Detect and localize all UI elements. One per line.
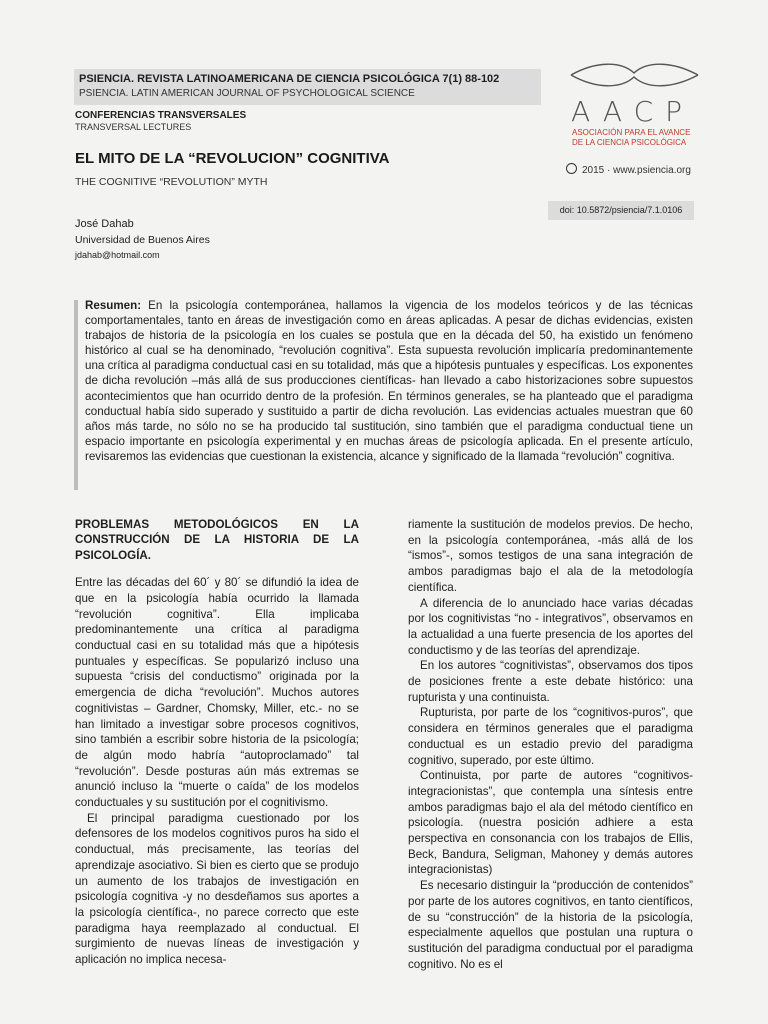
section-heading: PROBLEMAS METODOLÓGICOS EN LA CONSTRUCCIÓN DE LA HISTORIA DE LA PSICOLOGÍA.: [75, 518, 359, 562]
abstract: [85, 298, 693, 464]
copyright-icon: [566, 163, 577, 174]
body-paragraph: A diferencia de lo anunciado hace varias décadas por los cognitivistas “no - integrativos”, observamos en la actualidad a una fuerte presencia de los aportes del conductismo y de las teorías del aprendizaje.: [408, 596, 693, 657]
logo-association-name: [572, 128, 690, 148]
section-title: CONFERENCIAS TRANSVERSALES: [75, 110, 247, 121]
body-paragraph: Rupturista, por parte de los “cognitivos-puros”, que considera en términos generales que el paradigma conductual es un estadio previo del paradigma cognitivo, superado, por este último.: [408, 706, 693, 767]
logo-assoc-line-1: ASOCIACIÓN PARA EL AVANCE: [572, 128, 691, 137]
body-column-left: [75, 517, 359, 968]
doi-link[interactable]: doi: 10.5872/psiencia/7.1.0106: [548, 201, 694, 220]
abstract-text: En la psicología contemporánea, hallamos la vigencia de los modelos teóricos y de las técnicas comportamentales, tanto en áreas de investigación como en áreas aplicadas. A pesar de dichas evidencias, existen trabajos de historia de la psicología en los cuales se postula que en la década del 50, ha existido un fenómeno histórico al cual se ha denominado, “revolución cognitiva”. Esta supuesta revolución implicaría predominantemente una crítica al paradigma conductual casi en su totalidad, más que a hipótesis puntuales y específicas. Los exponentes de dicha revolución –más allá de sus producciones científicas- han llevado a cabo historizaciones sobre supuestos acontecimientos que han ocurrido dentro de la profesión. En términos generales, se ha planteado que el paradigma conductual había sido superado y sustituido a partir de dicha revolución. Las evidencias actuales muestran que 60 años más tarde, no sólo no se ha producido tal sustitución, sino también que el paradigma conductual tiene un espacio importante en psicología experimental y en muchas áreas de psicología aplicada. En el presente artículo, revisaremos las evidencias que cuestionan la existencia, alcance y significado de la llamada “revolución” cognitiva.: [85, 299, 693, 463]
body-paragraph: Entre las décadas del 60´ y 80´ se difundió la idea de que en la psicología había ocurrido la llamada “revolución cognitiva”. Ella implicaba predominantemente una crítica al paradigma conductual casi en su totalidad más que a hipótesis puntuales y específicas. Se popularizó incluso una supuesta “crisis del conductismo” originada por la emergencia de dicha “revolución”. Muchos autores cognitivistas – Gardner, Chomsky, Miller, etc.- no se han limitado a investigar sobre procesos cognitivos, sino también a escribir sobre historia de la psicología; de algún modo habría “autoproclamado” tal “revolución”. Desde posturas aún más extremas se anunció incluso la “muerte o caída” de los modelos conductuales y su sustitución por el cognitivismo.: [75, 576, 359, 810]
article-title-english: THE COGNITIVE “REVOLUTION” MYTH: [75, 176, 268, 188]
journal-subtitle: PSIENCIA. LATIN AMERICAN JOURNAL OF PSYCHOLOGICAL SCIENCE: [79, 88, 415, 99]
author-email[interactable]: jdahab@hotmail.com: [75, 250, 160, 260]
body-paragraph: Es necesario distinguir la “producción de contenidos” por parte de los autores cognitivos, en tanto científicos, de su “construcción” de la historia de la psicología, especialmente aquellos que postulan una ruptura o sustitución del paradigma conductual por el paradigma cognitivo. No es el: [408, 879, 693, 971]
abstract-label: Resumen:: [85, 299, 142, 312]
logo-acronym: AACP: [571, 95, 695, 128]
body-paragraph: riamente la sustitución de modelos previos. De hecho, en la psicología contemporánea, -más allá de los “ismos”-, somos testigos de una sana integración de ambos paradigmas bajo el ala de la metodología científica.: [408, 518, 693, 594]
body-paragraph: El principal paradigma cuestionado por los defensores de los modelos cognitivos puros ha sido el conductual, más precisamente, las teorías del aprendizaje asociativo. Si bien es cierto que se produjo un aumento de los trabajos de investigación en psicología cognitiva -y no desdeñamos sus aportes a la psicología científica-, no parece correcto que este paradigma haya reemplazado al conductual. El surgimiento de nuevas líneas de investigación y aplicación no implica necesa-: [75, 811, 359, 967]
author-name: José Dahab: [75, 218, 134, 230]
body-paragraph: En los autores “cognitivistas”, observamos dos tipos de posiciones frente a este debate histórico: una rupturista y una continuista.: [408, 659, 693, 704]
body-paragraph: Continuista, por parte de autores “cognitivos-integracionistas”, que contempla una síntesis entre ambos paradigmas bajo el ala del método científico en psicología. (nuestra posición adhiere a esta perspectiva en consonancia con los trabajos de Ellis, Beck, Bandura, Seligman, Mahoney y demás autores integracionistas): [408, 769, 693, 877]
author-affiliation: Universidad de Buenos Aires: [75, 234, 210, 246]
section-subtitle: TRANSVERSAL LECTURES: [75, 122, 192, 132]
abstract-divider: [74, 300, 78, 490]
journal-title: PSIENCIA. REVISTA LATINOAMERICANA DE CIENCIA PSICOLÓGICA 7(1) 88-102: [79, 73, 500, 85]
copyright-line: [566, 163, 691, 176]
logo-assoc-line-2: DE LA CIENCIA PSICOLÓGICA: [572, 138, 687, 147]
body-column-right: [408, 517, 693, 972]
copyright-text: 2015 · www.psiencia.org: [582, 165, 691, 176]
article-title: EL MITO DE LA “REVOLUCION” COGNITIVA: [75, 150, 390, 167]
